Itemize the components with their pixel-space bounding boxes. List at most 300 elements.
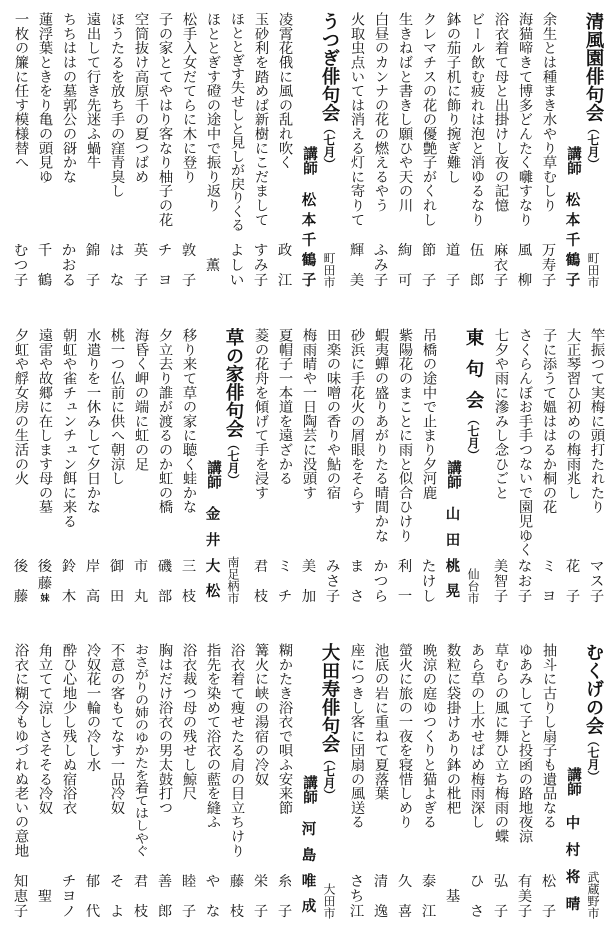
haiku-text: 浴衣着て母と出掛けし夜の記憶 (493, 12, 509, 213)
author-name (537, 560, 561, 604)
haiku-entry (177, 643, 201, 928)
name-char: 鶴 (301, 252, 317, 269)
author-name (465, 244, 489, 288)
club-month: （七月） (322, 121, 336, 170)
haiku-entry (57, 12, 81, 297)
name-char: 成 (301, 899, 317, 916)
haiku-text: 海猫啼きて博多どんたく囃すなり (517, 12, 533, 227)
haiku-text: 冷奴花一輪の冷し水 (85, 643, 101, 772)
author-name (393, 875, 417, 919)
name-char: 後 (37, 559, 53, 575)
author-name (105, 560, 129, 604)
haiku-text: 菱の花舟を傾げて手を浸す (253, 328, 269, 500)
haiku-entry (153, 643, 177, 928)
name-char: ヨ (541, 588, 557, 605)
name-char: 松 (205, 584, 221, 601)
haiku-entry (297, 328, 321, 613)
author-name (177, 875, 201, 919)
name-char: 桃 (445, 558, 461, 575)
name-char: 磯 (157, 559, 173, 575)
name-char: 子 (541, 272, 557, 289)
haiku-text: 凌霄花俄に風の乱れ吹く (277, 12, 293, 170)
name-char: 河 (301, 822, 317, 838)
name-char: 木 (61, 588, 77, 605)
name-char: 千 (37, 243, 53, 259)
haiku-entry (513, 12, 537, 297)
haiku-text: 浴衣着て痩せたる肩の目立ちけり (229, 643, 245, 858)
haiku-entry (249, 328, 273, 613)
haiku-entry (369, 328, 393, 613)
name-char: 島 (301, 847, 317, 864)
name-char: 利 (397, 559, 413, 575)
haiku-text: 遠雷や故郷に在します母の墓 (37, 328, 53, 514)
club-title: 草の家俳句会 (223, 328, 244, 438)
haiku-text: あら草の上水せばめ梅雨深し (469, 643, 485, 829)
haiku-text: 移り来て草の家に聴く蛙かな (181, 328, 197, 514)
haiku-text: 白昼のカンナの花の燃えるやう (373, 12, 389, 213)
club-month: （七月） (226, 437, 240, 486)
name-char: 中 (565, 816, 581, 832)
name-char: み (253, 257, 269, 274)
haiku-entry (417, 328, 441, 613)
haiku-text: 鉢の茄子机に飾り捥ぎ難し (445, 12, 461, 184)
haiku-text: 晩涼の庭ゆつくりと猫よぎる (421, 643, 437, 829)
author-name (57, 244, 81, 288)
club-city: 町田市 (586, 252, 600, 288)
name-char: 千 (565, 232, 581, 249)
author-name (201, 244, 225, 288)
name-char: 逸 (373, 903, 389, 920)
name-char: 丸 (133, 588, 149, 605)
name-char: か (373, 559, 389, 575)
haiku-entry (585, 328, 609, 613)
author-name (81, 244, 105, 288)
lecturer-label: 講師 (301, 146, 317, 175)
name-char: 美 (517, 888, 533, 905)
name-char: ら (373, 588, 389, 605)
name-char: 子 (517, 588, 533, 605)
name-char: 子 (517, 903, 533, 920)
haiku-entry (9, 643, 33, 928)
club-city: 仙台市 (466, 568, 480, 604)
name-char: た (421, 559, 437, 575)
name-char: る (61, 272, 77, 289)
author-name (57, 560, 81, 604)
haiku-text: 角立てて涼しさそそる冷奴 (37, 643, 53, 815)
haiku-text: 糊かたき浴衣で唄ふ安来節 (277, 643, 293, 815)
name-char: な (205, 903, 221, 920)
name-char: 智 (493, 573, 509, 590)
haiku-text: 数粒に袋掛けあり鉢の枇杷 (445, 643, 461, 815)
name-char: ふ (373, 243, 389, 259)
name-char: 子 (565, 588, 581, 605)
author-name (489, 244, 513, 288)
haiku-entry (489, 12, 513, 297)
name-char: 高 (85, 588, 101, 605)
haiku-text: 座につきし客に団扇の風送る (349, 643, 365, 829)
name-char: 薫 (205, 257, 221, 274)
name-char: 子 (589, 588, 605, 605)
haiku-text: 大正琴習ひ初めの梅雨兆し (565, 328, 581, 500)
haiku-entry (537, 12, 561, 297)
author-name (153, 244, 177, 288)
haiku-entry (345, 12, 369, 297)
name-char: 節 (421, 243, 437, 259)
haiku-entry (201, 12, 225, 297)
author-name (9, 875, 33, 919)
name-char: 政 (277, 243, 293, 259)
name-char: な (109, 272, 125, 289)
name-char: 花 (565, 559, 581, 575)
lecturer-name (561, 194, 585, 288)
haiku-text: ほととぎす失せしと見しが戻りくる (229, 12, 245, 232)
haiku-text: 浴衣に糊今もゆづれぬ老いの意地 (13, 643, 29, 858)
name-char: 江 (421, 903, 437, 920)
name-char: 枝 (229, 903, 245, 920)
haiku-entry (105, 328, 129, 613)
haiku-entry (537, 643, 561, 928)
name-char: 絢 (397, 243, 413, 259)
author-name (249, 244, 273, 288)
haiku-entry (369, 12, 393, 297)
haiku-text: 胸はだけ浴衣の男太鼓打つ (157, 643, 173, 815)
name-char: 子 (13, 272, 29, 289)
name-char: さ (325, 573, 341, 590)
name-char: 市 (133, 559, 149, 575)
name-char: 郎 (157, 903, 173, 920)
author-name (225, 244, 249, 288)
name-char: ひ (469, 874, 485, 890)
haiku-text: 池底の岩に重ねて夏落葉 (373, 643, 389, 801)
name-char: 子 (13, 903, 29, 920)
haiku-entry (393, 328, 417, 613)
club-lecturer (297, 12, 321, 297)
author-name (393, 244, 417, 288)
haiku-entry (513, 643, 537, 928)
lecturer-label: 講師 (205, 460, 221, 489)
haiku-entry (81, 328, 105, 613)
name-char: 恵 (13, 888, 29, 905)
author-name (225, 875, 249, 919)
lecturer-name (297, 823, 321, 915)
author-name (513, 244, 537, 288)
haiku-entry (57, 643, 81, 928)
name-char: ヨ (157, 272, 173, 289)
name-char: チ (157, 243, 173, 259)
author-name (537, 244, 561, 288)
club-title: 清風園俳句会 (583, 12, 604, 122)
name-char: 風 (517, 243, 533, 259)
lecturer-label: 講師 (445, 460, 461, 489)
name-char: ヨ (61, 888, 77, 905)
name-char: む (13, 243, 29, 259)
haiku-entry (177, 328, 201, 613)
author-name (441, 244, 465, 288)
author-name (369, 244, 393, 288)
name-char: 子 (181, 272, 197, 289)
author-name (369, 560, 393, 604)
name-char: か (61, 243, 77, 259)
name-char: 枝 (133, 903, 149, 920)
author-name (561, 560, 585, 604)
haiku-entry (417, 12, 441, 297)
club-lecturer (441, 328, 465, 613)
band-middle (0, 328, 616, 613)
author-name (513, 875, 537, 919)
club-header (225, 328, 249, 613)
name-char: 久 (397, 874, 413, 890)
haiku-entry (345, 328, 369, 613)
haiku-text: 朝虹や雀チュンチュン餌に来る (61, 328, 77, 529)
author-name (273, 875, 297, 919)
haiku-entry (105, 643, 129, 928)
name-char: よ (229, 243, 245, 259)
name-char: 子 (253, 272, 269, 289)
author-name (417, 875, 441, 919)
band-bottom (0, 643, 616, 928)
haiku-entry (417, 643, 441, 928)
club-header (465, 328, 489, 613)
author-name (273, 560, 297, 604)
author-name (345, 875, 369, 919)
author-name (153, 875, 177, 919)
haiku-text: 七夕や雨に滲みし念ひごと (493, 328, 509, 500)
name-char: な (517, 559, 533, 575)
name-char: 子 (541, 903, 557, 920)
haiku-text: 海昏く岬の端に虹の足 (133, 328, 149, 471)
name-char: 鶴 (565, 252, 581, 269)
author-name (201, 875, 225, 919)
haiku-text: 竿振つて実梅に頭打たれたり (589, 328, 605, 514)
haiku-text: 指先を染めて浴衣の藍を縫ふ (205, 643, 221, 829)
name-char: 美 (493, 559, 509, 575)
name-char: お (61, 257, 77, 274)
haiku-text: 火取虫点いては消える灯に寄りて (349, 12, 365, 227)
author-name (153, 560, 177, 604)
name-char: 敦 (181, 243, 197, 259)
name-char: 基 (445, 888, 461, 905)
club-header (585, 643, 609, 928)
haiku-entry (9, 12, 33, 297)
haiku-entry (225, 643, 249, 928)
author-name (33, 560, 57, 604)
author-note: 妹 (40, 594, 50, 604)
haiku-text: 蓮浮葉ときをり亀の頭見ゆ (37, 12, 53, 184)
haiku-entry (81, 643, 105, 928)
name-char: 子 (133, 272, 149, 289)
haiku-text: 子に添うて媼ははるか桐の花 (541, 328, 557, 514)
name-char: 麻 (493, 243, 509, 259)
name-char: 美 (301, 559, 317, 575)
name-char: 加 (301, 588, 317, 605)
name-char: マ (589, 559, 605, 575)
author-name (129, 560, 153, 604)
haiku-text: 余生とは種まき水やり草むしり (541, 12, 557, 213)
name-char: 田 (445, 532, 461, 549)
haiku-text: 夏帽子一本道を遠ざかる (277, 328, 293, 486)
name-char: い (229, 272, 245, 289)
name-char: さ (469, 903, 485, 920)
name-char: 金 (205, 507, 221, 523)
name-char: つ (373, 573, 389, 590)
club-city: 町田市 (322, 252, 336, 288)
name-char: 伍 (469, 243, 485, 259)
name-char: や (205, 874, 221, 890)
club-city: 南足柄市 (226, 556, 240, 604)
name-char: 鶴 (37, 272, 53, 289)
name-char: 子 (565, 272, 581, 289)
name-char: 千 (301, 232, 317, 249)
haiku-text: 抽斗に古りし扇子も遺品なる (541, 643, 557, 829)
club-city: 大田市 (322, 883, 336, 919)
author-name (81, 560, 105, 604)
name-char: 子 (493, 588, 509, 605)
haiku-entry (33, 12, 57, 297)
haiku-entry (177, 12, 201, 297)
haiku-entry (249, 12, 273, 297)
haiku-entry (129, 328, 153, 613)
name-char: ミ (541, 559, 557, 575)
haiku-entry (369, 643, 393, 928)
name-char: よ (109, 903, 125, 920)
club-header (321, 12, 345, 297)
author-name (513, 560, 537, 604)
name-char: み (325, 559, 341, 575)
name-char: 部 (157, 588, 173, 605)
haiku-text: 松手入女だてらに木に登り (181, 12, 197, 184)
name-char: ミ (277, 559, 293, 575)
author-name (129, 244, 153, 288)
haiku-text: 紫陽花のまことに雨と似合ひけり (397, 328, 413, 543)
club-header (585, 12, 609, 297)
club-title: うつぎ俳句会 (319, 12, 340, 122)
name-char: 子 (493, 272, 509, 289)
name-char: 君 (253, 559, 269, 575)
name-char: 村 (565, 843, 581, 860)
name-char: そ (109, 874, 125, 890)
haiku-entry (9, 328, 33, 613)
name-char: 松 (541, 874, 557, 890)
name-char: 岸 (85, 559, 101, 575)
author-name (9, 560, 33, 604)
name-char: 糸 (277, 874, 293, 890)
author-name (585, 560, 609, 604)
author-name (369, 875, 393, 919)
haiku-entry (465, 643, 489, 928)
author-name (129, 875, 153, 919)
haiku-entry (537, 328, 561, 613)
haiku-entry (393, 12, 417, 297)
haiku-entry (561, 328, 585, 613)
haiku-text: 夕虹や艀女房の生活の火 (13, 328, 29, 486)
name-char: 万 (541, 243, 557, 259)
haiku-entry (441, 12, 465, 297)
name-char: 知 (13, 874, 29, 890)
name-char: 藤 (37, 576, 53, 592)
name-char: 錦 (85, 243, 101, 259)
author-name (249, 875, 273, 919)
haiku-text: 子の家とてやはり客なり柚子の花 (157, 12, 173, 227)
name-char: 子 (181, 903, 197, 920)
haiku-entry (489, 328, 513, 613)
name-char: 御 (109, 559, 125, 575)
name-char: 郁 (85, 874, 101, 890)
author-name (249, 560, 273, 604)
name-char: さ (349, 588, 365, 605)
haiku-text: 篝火に峡の湯宿の冷奴 (253, 643, 269, 786)
club-lecturer (297, 643, 321, 928)
name-char: 江 (349, 903, 365, 920)
name-char: ま (349, 559, 365, 575)
name-char: 松 (565, 193, 581, 209)
haiku-entry (153, 12, 177, 297)
haiku-entry (393, 643, 417, 928)
name-char: お (517, 573, 533, 590)
name-char: 可 (397, 272, 413, 289)
name-char: 一 (397, 588, 413, 605)
name-char: 美 (349, 272, 365, 289)
name-char: 輝 (349, 243, 365, 259)
haiku-entry (465, 12, 489, 297)
name-char: 栄 (253, 874, 269, 890)
haiku-text: 空筒抜け高原千の夏つばめ (133, 12, 149, 184)
name-char: つ (13, 257, 29, 274)
club-month: （七月） (586, 121, 600, 170)
name-char: 子 (253, 903, 269, 920)
lecturer-name (441, 508, 465, 600)
author-name (345, 560, 369, 604)
club-lecturer (561, 12, 585, 297)
author-name (81, 875, 105, 919)
name-char: 子 (445, 272, 461, 289)
name-char: 大 (205, 558, 221, 575)
haiku-text: ほととぎす磴の途中で振り返り (205, 12, 221, 213)
name-char: 有 (517, 874, 533, 890)
haiku-text: ほうたるを放ち手の窪青臭し (109, 12, 125, 198)
name-char: 代 (85, 903, 101, 920)
club-lecturer (561, 643, 585, 928)
haiku-entry (273, 643, 297, 928)
name-char: 道 (445, 243, 461, 259)
author-name (489, 560, 513, 604)
name-char: 子 (85, 272, 101, 289)
haiku-text: ゆあみして子と投函の路地夜涼 (517, 643, 533, 844)
name-char: 藤 (229, 874, 245, 890)
name-char: し (229, 257, 245, 274)
name-char: 郎 (469, 272, 485, 289)
name-char: 晴 (565, 897, 581, 914)
haiku-text: 玉砂利を踏めば新樹にこだまして (253, 12, 269, 227)
lecturer-label: 講師 (565, 767, 581, 796)
name-char: 江 (277, 272, 293, 289)
name-char: 衣 (493, 257, 509, 274)
haiku-text: さくらんぼお手手つないで園児ゆく (517, 328, 533, 557)
name-char: 寿 (541, 257, 557, 274)
haiku-entry (81, 12, 105, 297)
name-char: 善 (157, 874, 173, 890)
name-char: さ (349, 874, 365, 890)
name-char: 井 (205, 532, 221, 549)
author-name (105, 875, 129, 919)
author-name (489, 875, 513, 919)
haiku-text: 蝦夷蟬の盛りあがりたる晴間かな (373, 328, 389, 543)
club-title: むくげの会 (583, 643, 604, 735)
club-lecturer (201, 328, 225, 613)
name-char: す (253, 243, 269, 259)
name-char: 泰 (421, 874, 437, 890)
name-char: み (373, 257, 389, 274)
club-month: （七月） (466, 412, 480, 461)
